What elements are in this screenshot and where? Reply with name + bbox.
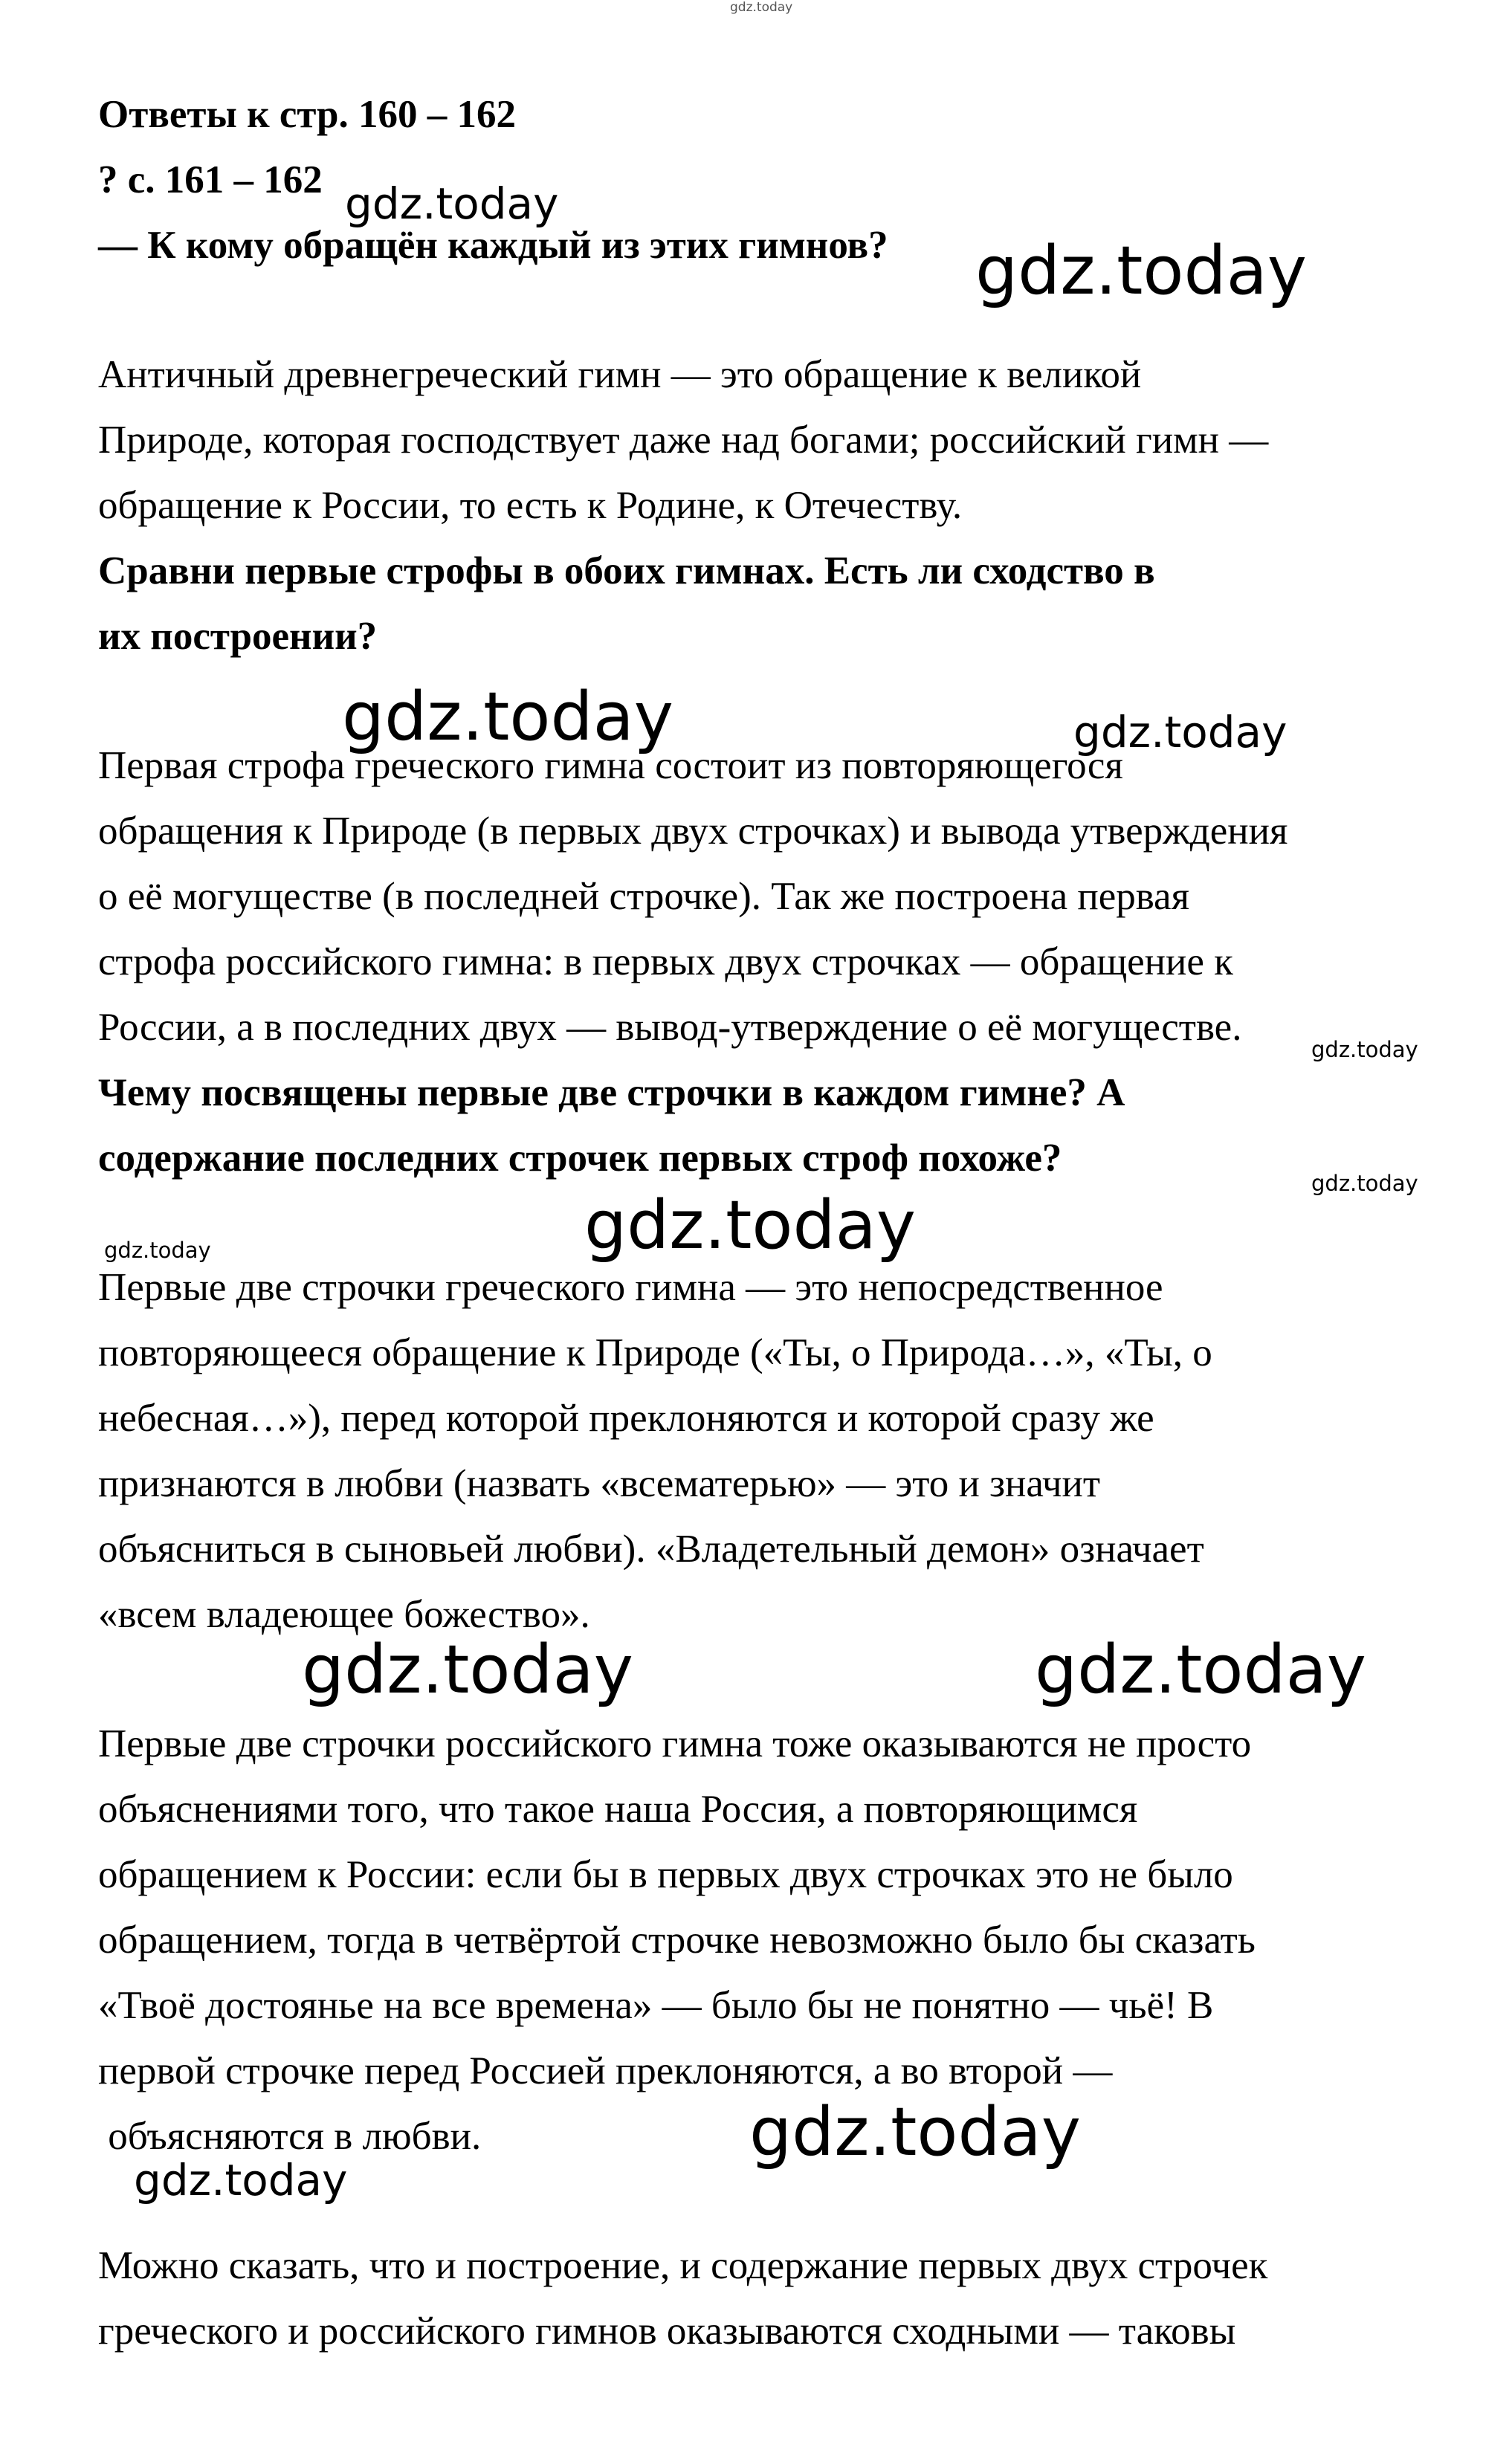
answer-3-line: небесная…»), перед которой преклоняются и которой сразу же — [98, 1397, 1154, 1440]
answer-1-line: обращение к России, то есть к Родине, к Отечеству. — [98, 484, 963, 527]
answer-1-line: Античный древнегреческий гимн — это обращение к великой — [98, 353, 1142, 396]
watermark-top: gdz.today — [730, 0, 793, 15]
answer-3b-line: Первые две строчки российского гимна тоже оказываются не просто — [98, 1722, 1252, 1765]
watermark: gdz.today — [345, 178, 559, 229]
question-3-line: Чему посвящены первые две строчки в каждом гимне? А — [98, 1071, 1125, 1114]
watermark: gdz.today — [302, 1631, 634, 1709]
answer-3b-line: «Твоё достоянье на все времена» — было бы не понятно — чьё! В — [98, 1984, 1214, 2027]
answer-3-line: объясниться в сыновьей любви). «Владетельный демон» означает — [98, 1528, 1204, 1571]
answer-3b-line: обращением, тогда в четвёртой строчке невозможно было бы сказать — [98, 1919, 1256, 1962]
question-2-line: их построении? — [98, 615, 378, 658]
watermark: gdz.today — [749, 2093, 1082, 2171]
answer-3-line: «всем владеющее божество». — [98, 1593, 590, 1636]
watermark: gdz.today — [134, 2155, 348, 2205]
answer-3b-line: объяснениями того, что такое наша Россия, а повторяющимся — [98, 1788, 1138, 1831]
answer-2-line: России, а в последних двух — вывод-утверждение о её могуществе. — [98, 1006, 1242, 1049]
answer-3-line: признаются в любви (назвать «всематерью» — это и значит — [98, 1462, 1101, 1505]
answer-3c-line: Можно сказать, что и построение, и содержание первых двух строчек — [98, 2244, 1268, 2287]
answer-3b-line: первой строчке перед Россией преклоняются, а во второй — — [98, 2049, 1113, 2092]
watermark: gdz.today — [104, 1238, 211, 1263]
answer-3b-line: объясняются в любви. — [98, 2115, 482, 2158]
question-3-line: содержание последних строчек первых строф похоже? — [98, 1137, 1062, 1180]
watermark: gdz.today — [1311, 1037, 1418, 1062]
watermark: gdz.today — [1035, 1631, 1367, 1709]
answer-3-line: Первые две строчки греческого гимна — это непосредственное — [98, 1266, 1163, 1309]
page-reference: ? с. 161 – 162 — [98, 158, 323, 201]
watermark: gdz.today — [584, 1186, 917, 1264]
answer-3c-line: греческого и российского гимнов оказываются сходными — таковы — [98, 2310, 1236, 2353]
answer-2-line: о её могуществе (в последней строчке). Так же построена первая — [98, 875, 1189, 918]
watermark: gdz.today — [342, 678, 674, 756]
question-1: — К кому обращён каждый из этих гимнов? — [98, 224, 888, 267]
answer-2-line: строфа российского гимна: в первых двух строчках — обращение к — [98, 940, 1233, 983]
answer-2-line: Первая строфа греческого гимна состоит из повторяющегося — [98, 744, 1123, 787]
question-2-line: Сравни первые строфы в обоих гимнах. Есть ли сходство в — [98, 549, 1155, 592]
watermark: gdz.today — [1311, 1171, 1418, 1196]
answer-1-line: Природе, которая господствует даже над богами; российский гимн — — [98, 418, 1269, 462]
answer-3b-line: обращением к России: если бы в первых двух строчках это не было — [98, 1853, 1233, 1896]
answer-2-line: обращения к Природе (в первых двух строчках) и вывода утверждения — [98, 809, 1288, 853]
watermark: gdz.today — [1073, 707, 1288, 757]
page-title: Ответы к стр. 160 – 162 — [98, 93, 517, 136]
answer-3-line: повторяющееся обращение к Природе («Ты, о Природа…», «Ты, о — [98, 1331, 1212, 1374]
watermark: gdz.today — [975, 232, 1308, 310]
